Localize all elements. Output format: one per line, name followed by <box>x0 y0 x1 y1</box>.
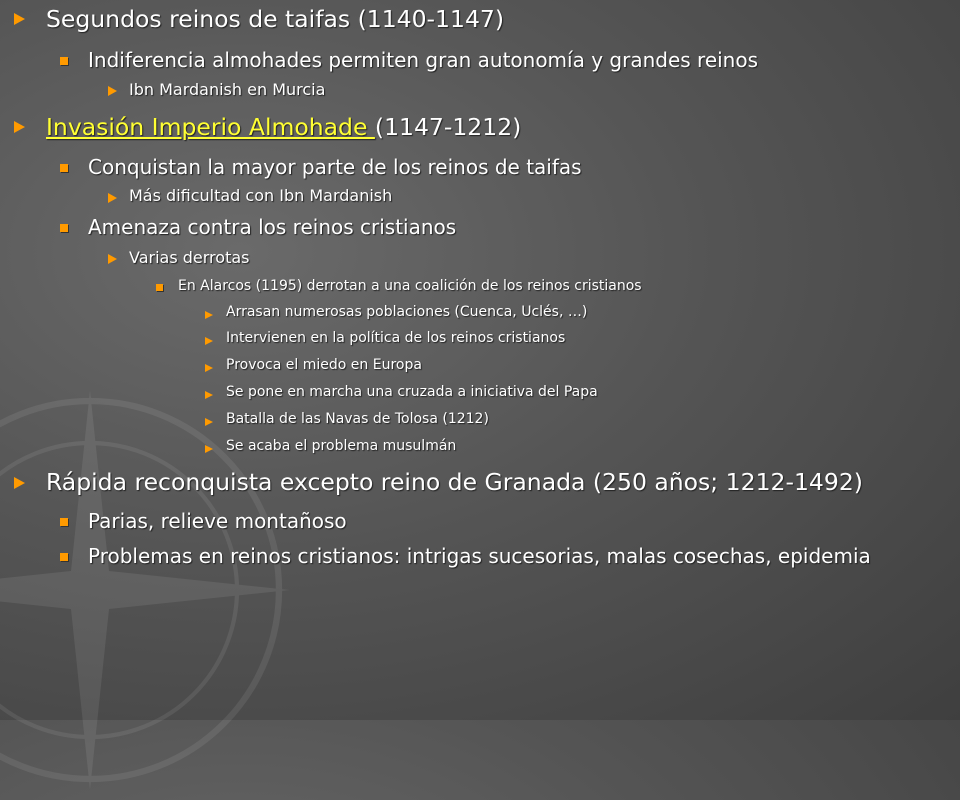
bullet-item: Rápida reconquista excepto reino de Granada (250 años; 1212-1492) <box>46 468 863 496</box>
bullet-square-icon <box>60 518 68 526</box>
bullet-item: En Alarcos (1195) derrotan a una coalición de los reinos cristianos <box>178 278 642 294</box>
bullet-square-icon <box>156 284 163 291</box>
bullet-triangle-icon <box>108 193 117 203</box>
bullet-square-icon <box>60 224 68 232</box>
bullet-item: Se pone en marcha una cruzada a iniciativa del Papa <box>226 384 598 400</box>
bullet-triangle-icon <box>205 391 213 399</box>
bullet-item: Batalla de las Navas de Tolosa (1212) <box>226 411 489 427</box>
bullet-triangle-icon <box>108 86 117 96</box>
bullet-triangle-icon <box>14 477 25 489</box>
bullet-item: Se acaba el problema musulmán <box>226 438 457 454</box>
bullet-item: Varias derrotas <box>129 248 250 267</box>
bullet-item: Segundos reinos de taifas (1140-1147) <box>46 5 505 33</box>
bullet-item-text: (1147-1212) <box>374 113 522 141</box>
bullet-item: Más dificultad con Ibn Mardanish <box>129 186 393 205</box>
bullet-item: Parias, relieve montañoso <box>88 509 347 533</box>
bullet-item: Conquistan la mayor parte de los reinos de taifas <box>88 155 582 179</box>
bullet-triangle-icon <box>205 337 213 345</box>
bullet-item: Amenaza contra los reinos cristianos <box>88 215 457 239</box>
bullet-item: Problemas en reinos cristianos: intrigas sucesorias, malas cosechas, epidemia <box>88 544 871 568</box>
bullet-item <box>46 113 521 141</box>
almohade-invasion-link[interactable]: Invasión Imperio Almohade <box>46 113 375 141</box>
bullet-item: Indiferencia almohades permiten gran autonomía y grandes reinos <box>88 48 759 72</box>
bullet-item: Provoca el miedo en Europa <box>226 357 422 373</box>
bullet-triangle-icon <box>205 418 213 426</box>
bullet-triangle-icon <box>14 121 25 133</box>
bullet-item: Ibn Mardanish en Murcia <box>129 80 326 99</box>
bullet-triangle-icon <box>205 311 213 319</box>
bullet-square-icon <box>60 57 68 65</box>
bullet-square-icon <box>60 553 68 561</box>
bullet-triangle-icon <box>14 13 25 25</box>
bullet-square-icon <box>60 164 68 172</box>
bullet-item: Arrasan numerosas poblaciones (Cuenca, Uclés, …) <box>226 304 588 320</box>
bullet-triangle-icon <box>205 364 213 372</box>
bullet-item: Intervienen en la política de los reinos cristianos <box>226 330 566 346</box>
bullet-triangle-icon <box>205 445 213 453</box>
bullet-triangle-icon <box>108 254 117 264</box>
